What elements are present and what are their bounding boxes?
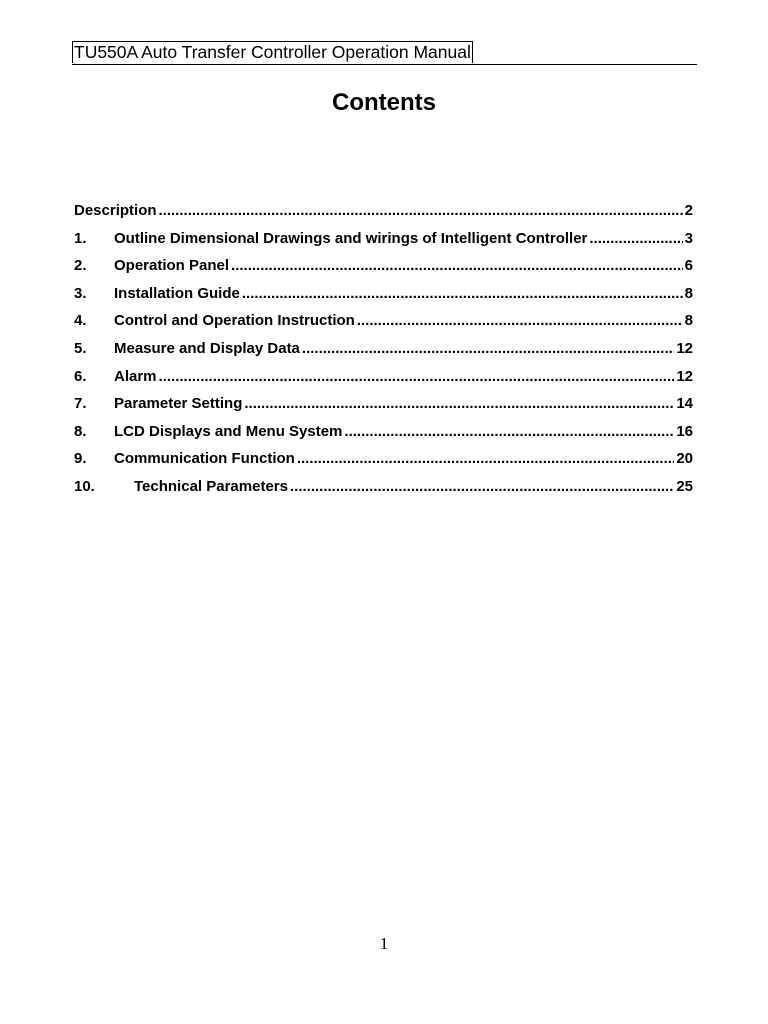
toc-entry-number: 2. <box>74 257 87 275</box>
toc-entry-page: 12 <box>676 367 693 385</box>
toc-entry-number: 8. <box>74 422 87 440</box>
toc-entry-number: 9. <box>74 450 87 468</box>
toc-entry-title: Operation Panel <box>114 257 230 275</box>
toc-entry-title: Communication Function <box>114 450 295 468</box>
toc-entry-operation-panel[interactable] <box>74 252 693 280</box>
toc-entry-title: Outline Dimensional Drawings and wirings of Intelligent Controller <box>114 229 588 247</box>
toc-leader-dots <box>231 252 683 280</box>
toc-entry-title: Description <box>74 202 157 219</box>
toc-leader-dots <box>290 473 674 501</box>
toc-entry-technical-parameters[interactable] <box>74 473 693 501</box>
page-header <box>72 41 697 65</box>
toc-entry-number: 6. <box>74 367 87 385</box>
toc-leader-dots <box>159 197 683 225</box>
toc-entry-measure-display[interactable] <box>74 335 693 363</box>
toc-leader-dots <box>244 390 674 418</box>
header-title: TU550A Auto Transfer Controller Operation Manual <box>74 42 471 62</box>
toc-entry-description[interactable] <box>74 197 693 225</box>
toc-entry-number: 7. <box>74 395 87 413</box>
toc-leader-dots <box>357 307 683 335</box>
toc-entry-number: 5. <box>74 339 87 357</box>
toc-entry-control-operation[interactable] <box>74 307 693 335</box>
toc-entry-title: Technical Parameters <box>134 477 288 495</box>
toc-leader-dots <box>344 418 674 446</box>
toc-entry-alarm[interactable] <box>74 363 693 391</box>
toc-entry-page: 12 <box>676 339 693 357</box>
toc-leader-dots <box>302 335 674 363</box>
toc-entry-title: Measure and Display Data <box>114 339 300 357</box>
toc-entry-lcd-menu[interactable] <box>74 418 693 446</box>
toc-entry-page: 6 <box>684 257 693 275</box>
toc-entry-page: 8 <box>684 312 693 330</box>
toc-entry-title: Alarm <box>114 367 157 385</box>
toc-entry-title: Parameter Setting <box>114 395 243 413</box>
toc-entry-page: 2 <box>684 202 693 219</box>
toc-entry-page: 20 <box>676 450 693 468</box>
toc-entry-title: Control and Operation Instruction <box>114 312 355 330</box>
toc-leader-dots <box>297 445 674 473</box>
toc-entry-number: 3. <box>74 284 87 302</box>
toc-entry-page: 8 <box>684 284 693 302</box>
toc-entry-title: Installation Guide <box>114 284 240 302</box>
toc-entry-outline-drawings[interactable] <box>74 225 693 253</box>
toc-entry-communication[interactable] <box>74 445 693 473</box>
toc-entry-title: LCD Displays and Menu System <box>114 422 343 440</box>
toc-entry-page: 3 <box>684 229 693 247</box>
page-number: 1 <box>379 934 389 953</box>
toc-entry-page: 14 <box>676 395 693 413</box>
toc-leader-dots <box>589 225 682 253</box>
toc-entry-number: 10. <box>74 477 95 495</box>
toc-entry-page: 25 <box>676 477 693 495</box>
toc-entry-number: 4. <box>74 312 87 330</box>
toc-entry-number: 1. <box>74 229 87 247</box>
toc-entry-installation-guide[interactable] <box>74 280 693 308</box>
page-title: Contents <box>332 89 436 116</box>
toc-entry-page: 16 <box>676 422 693 440</box>
toc-entry-parameter-setting[interactable] <box>74 390 693 418</box>
table-of-contents <box>74 197 693 501</box>
toc-leader-dots <box>242 280 683 308</box>
toc-leader-dots <box>159 363 675 391</box>
